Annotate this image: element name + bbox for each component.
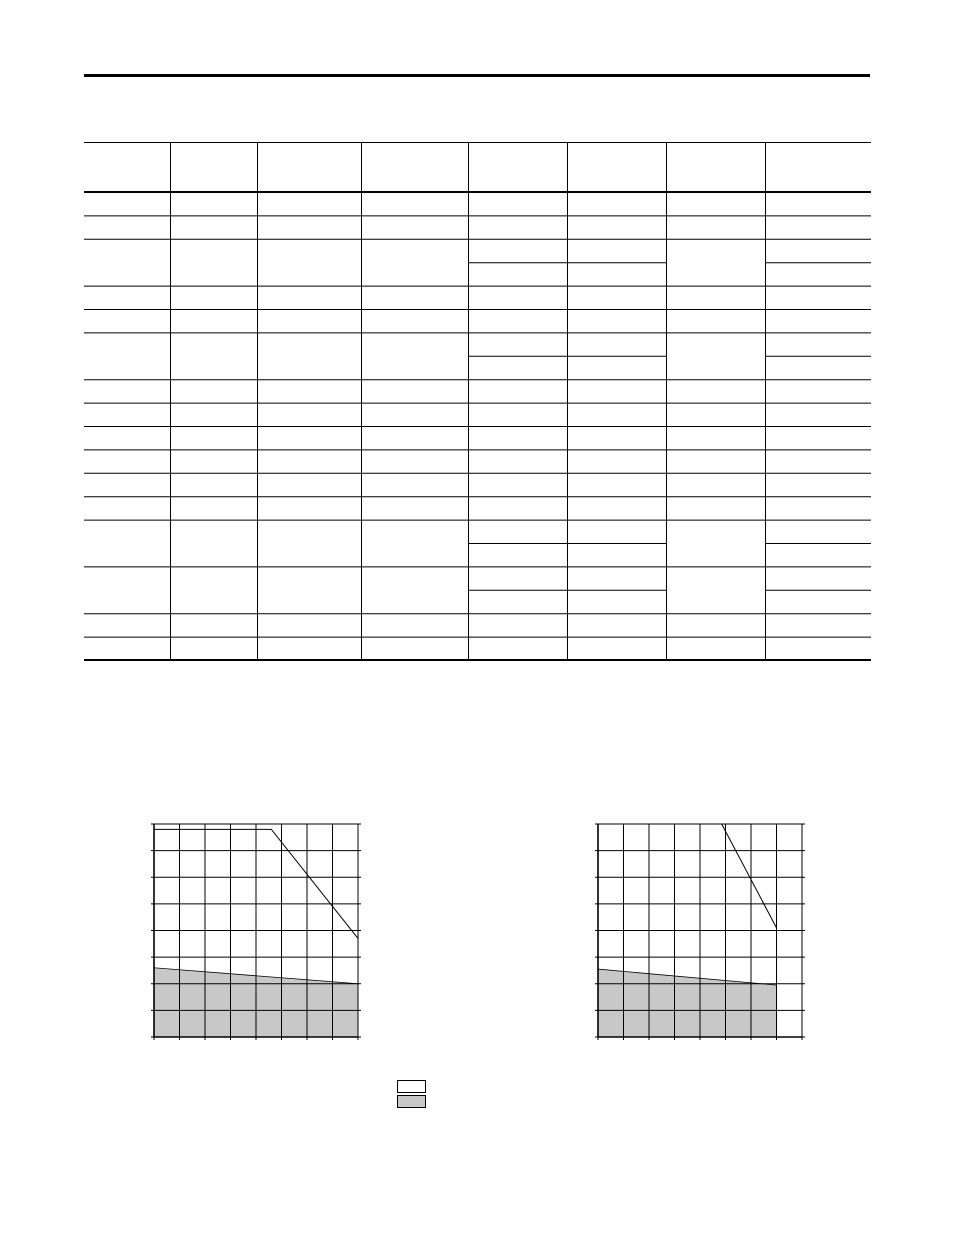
chart-filled-region — [598, 969, 777, 1037]
spec-table — [84, 142, 871, 662]
chart-rating-line — [598, 824, 777, 928]
chart-legend — [397, 1080, 426, 1110]
legend-swatch-white — [397, 1080, 426, 1093]
derating-chart-right-plot — [594, 820, 809, 1045]
legend-swatch-gray — [397, 1095, 426, 1108]
derating-chart-right — [594, 820, 809, 1045]
spec-table-grid — [84, 142, 871, 662]
derating-chart-left-plot — [150, 820, 365, 1045]
page-top-rule — [84, 74, 870, 77]
derating-chart-left — [150, 820, 365, 1045]
